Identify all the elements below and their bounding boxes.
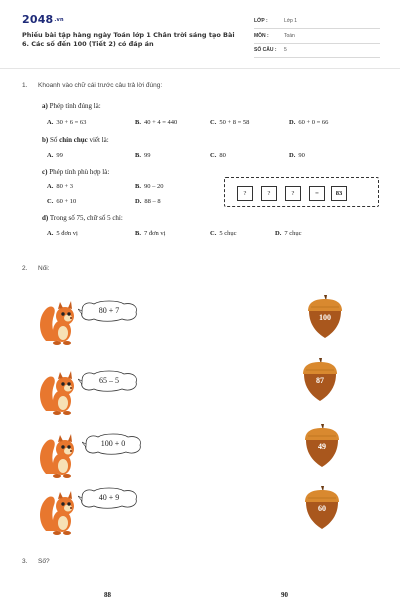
- site-logo[interactable]: [22, 13, 64, 26]
- option-letter: C.: [210, 230, 217, 237]
- sub-text: Số: [49, 136, 58, 144]
- q1a-option-a[interactable]: [47, 119, 86, 126]
- q1c-option-d[interactable]: [135, 198, 161, 205]
- puzzle-result: 83: [331, 186, 347, 201]
- expression-bubble[interactable]: [78, 370, 140, 392]
- puzzle-cell[interactable]: ?: [261, 186, 277, 201]
- document-title: Phiếu bài tập hàng ngày Toán lớp 1 Chân trời sáng tạo Bài 6. Các số đến 100 (Tiết 2) có đáp án: [22, 31, 235, 48]
- q1b-statement: [42, 136, 109, 144]
- squirrel-icon: [38, 367, 78, 417]
- q1a-option-b[interactable]: [135, 119, 177, 126]
- question-number: 1.: [22, 82, 28, 89]
- puzzle-cell[interactable]: ?: [285, 186, 301, 201]
- sub-label: d): [42, 214, 49, 222]
- option-text: 80: [219, 152, 226, 159]
- squirrel-icon: [38, 487, 78, 537]
- option-letter: C.: [210, 152, 217, 159]
- acorn-number: 49: [318, 442, 326, 451]
- expression-text: 65 – 5: [99, 376, 119, 385]
- puzzle-cell[interactable]: ?: [237, 186, 253, 201]
- meta-value: Toán: [284, 33, 295, 39]
- option-letter: A.: [47, 119, 54, 126]
- q1b-option-a[interactable]: [47, 152, 63, 159]
- acorn-number: 100: [319, 313, 331, 322]
- squirrel-icon: [38, 297, 78, 347]
- option-text: 60 + 0 = 66: [298, 119, 329, 126]
- option-letter: A.: [47, 230, 54, 237]
- sequence-number: 88: [104, 591, 111, 599]
- q1a-statement: [42, 102, 101, 110]
- question-number: 2.: [22, 265, 28, 272]
- q1d-statement: [42, 214, 123, 222]
- question-3-heading: [22, 558, 50, 565]
- puzzle-equals: =: [309, 186, 325, 201]
- expression-text: 100 + 0: [100, 439, 126, 448]
- option-letter: C.: [47, 198, 54, 205]
- q1b-option-c[interactable]: [210, 152, 226, 159]
- meta-value: 5: [284, 47, 287, 53]
- option-letter: D.: [135, 198, 142, 205]
- q1a-option-c[interactable]: [210, 119, 249, 126]
- q1d-option-c[interactable]: [210, 230, 236, 237]
- meta-row-question-count: [254, 45, 380, 58]
- expression-text: 40 + 9: [98, 493, 120, 502]
- sub-text: viết là:: [89, 136, 109, 144]
- expression-bubble[interactable]: [78, 487, 140, 509]
- option-letter: C.: [210, 119, 217, 126]
- question-number: 3.: [22, 558, 28, 565]
- option-text: 7 đơn vị: [143, 230, 166, 237]
- q1d-option-d[interactable]: [275, 230, 301, 237]
- q1b-option-b[interactable]: [135, 152, 150, 159]
- option-letter: B.: [135, 152, 141, 159]
- acorn-number: 87: [316, 376, 324, 385]
- sub-label: a): [42, 102, 48, 110]
- acorn-number: 60: [318, 504, 326, 513]
- question-prompt: Số?: [38, 558, 50, 565]
- logo-suffix: .vn: [54, 17, 64, 23]
- sub-text: Phép tính đúng là:: [49, 102, 101, 110]
- sub-text: Trong số 75, chữ số 5 chỉ:: [49, 214, 123, 222]
- acorn-target[interactable]: [302, 484, 342, 530]
- option-text: 80 + 3: [56, 183, 73, 190]
- squirrel-icon: [38, 430, 78, 480]
- expression-text: 80 + 7: [98, 306, 120, 315]
- option-letter: B.: [135, 119, 141, 126]
- option-text: 7 chục: [284, 230, 302, 237]
- expression-bubble[interactable]: [78, 300, 140, 322]
- equation-puzzle-box: [224, 177, 379, 207]
- logo-text: 2048: [22, 13, 54, 26]
- q1d-option-a[interactable]: [47, 230, 78, 237]
- sub-label: b): [42, 136, 49, 144]
- q1c-statement: [42, 168, 109, 176]
- acorn-target[interactable]: [305, 293, 345, 339]
- option-text: 90: [298, 152, 305, 159]
- q1c-option-c[interactable]: [47, 198, 76, 205]
- q1c-option-a[interactable]: [47, 183, 73, 190]
- option-text: 5 đơn vị: [56, 230, 78, 237]
- option-text: 5 chục: [219, 230, 237, 237]
- option-letter: A.: [47, 183, 54, 190]
- meta-key: SỐ CÂU :: [254, 47, 277, 53]
- q1b-option-d[interactable]: [289, 152, 305, 159]
- meta-key: MÔN :: [254, 33, 269, 39]
- sequence-number: 90: [281, 591, 288, 599]
- question-1-heading: [22, 82, 162, 89]
- option-text: 99: [143, 152, 151, 159]
- option-text: 40 + 4 = 440: [143, 119, 178, 126]
- sub-text: Phép tính phù hợp là:: [49, 168, 110, 176]
- question-prompt: Khoanh vào chữ cái trước câu trả lời đúng:: [38, 82, 163, 89]
- option-text: 30 + 6 = 63: [56, 119, 87, 126]
- acorn-target[interactable]: [302, 422, 342, 468]
- option-letter: B.: [135, 183, 141, 190]
- option-text: 60 + 10: [56, 198, 77, 205]
- option-text: 88 – 8: [144, 198, 161, 205]
- meta-value: Lớp 1: [284, 18, 298, 24]
- option-letter: D.: [289, 152, 296, 159]
- option-letter: A.: [47, 152, 54, 159]
- sub-label: c): [42, 168, 48, 176]
- expression-bubble[interactable]: [82, 433, 144, 455]
- acorn-target[interactable]: [300, 356, 340, 402]
- meta-row-subject: [254, 31, 380, 44]
- option-text: 90 – 20: [143, 183, 164, 190]
- option-letter: B.: [135, 230, 141, 237]
- option-letter: D.: [275, 230, 282, 237]
- q1c-option-b[interactable]: [135, 183, 163, 190]
- option-letter: D.: [289, 119, 296, 126]
- question-prompt: Nối:: [38, 265, 50, 272]
- meta-row-class: [254, 16, 380, 29]
- q1a-option-d[interactable]: [289, 119, 328, 126]
- worksheet-header: [0, 0, 400, 69]
- question-2-heading: [22, 265, 50, 272]
- option-text: 50 + 8 = 58: [219, 119, 250, 126]
- option-text: 99: [56, 152, 63, 159]
- meta-key: LỚP :: [254, 18, 268, 24]
- sub-text-bold: chín chục: [59, 136, 88, 144]
- q1d-option-b[interactable]: [135, 230, 165, 237]
